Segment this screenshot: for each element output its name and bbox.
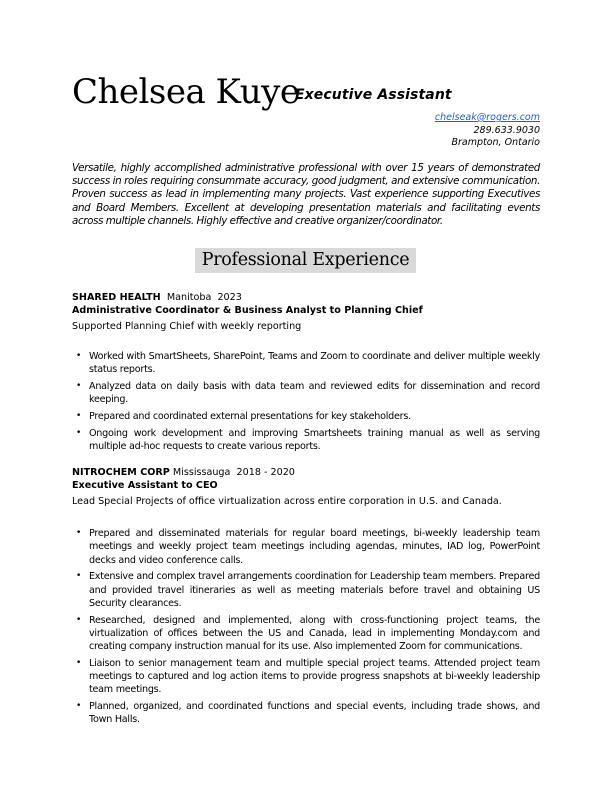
job-location: Manitoba	[166, 292, 212, 303]
phone-number: 289.633.9030	[473, 124, 540, 136]
job-header	[72, 466, 540, 479]
candidate-title: Executive Assistant	[295, 87, 452, 103]
email-link[interactable]: chelseak@rogers.com	[434, 112, 540, 123]
bullet-icon: •	[76, 528, 82, 538]
job-location: Mississauga	[172, 467, 231, 478]
list-item: • Ongoing work development and improving Smartsheets training manual as well as serving multiple ad-hoc requests to create various reports.	[76, 427, 540, 452]
section-heading-experience: Professional Experience	[195, 248, 416, 273]
contact-block	[435, 112, 540, 150]
job-entry	[72, 291, 540, 336]
bullet-icon: •	[76, 571, 82, 582]
job-role: Administrative Coordinator & Business Analyst to Planning Chief	[72, 305, 423, 316]
company-name: NITROCHEM CORP	[72, 467, 170, 478]
job-header	[72, 291, 540, 304]
list-item: • Researched, designed and implemented, along with cross-functioning project teams, the virtualization of offices between the US and Canada, lead in implementing Monday.com and creating company instruction manual for its use. Also implemented Zoom for communications.	[76, 614, 540, 653]
bullet-icon: •	[76, 614, 82, 625]
job-description: Lead Special Projects of office virtualization across entire corporation in U.S. and Canada.	[72, 496, 502, 507]
candidate-name: Chelsea Kuye	[72, 72, 300, 112]
list-item: • Prepared and disseminated materials for regular board meetings, bi-weekly leadership team meetings and weekly project team meetings including agendas, minutes, IAD log, PowerPoint decks and video conference calls.	[76, 528, 540, 566]
list-item: • Planned, organized, and coordinated functions and special events, including trade shows, and Town Halls.	[76, 701, 540, 726]
bullet-icon: •	[76, 351, 82, 361]
bullet-icon: •	[76, 410, 82, 421]
list-item: • Worked with SmartSheets, SharePoint, Teams and Zoom to coordinate and deliver multiple weekly status reports.	[76, 351, 540, 376]
job-dates: 2023	[217, 292, 242, 303]
list-item: • Extensive and complex travel arrangements coordination for Leadership team members. Prepared and provided travel itineraries as well as meeting materials before travel and obtaining US Security clearances.	[76, 571, 540, 609]
bullet-icon: •	[76, 427, 82, 438]
job-entry	[72, 466, 540, 511]
job-bullets	[72, 350, 540, 457]
professional-summary: Versatile, highly accomplished administrative professional with over 15 years of demonstrated success in roles requiring consummate accuracy, good judgment, and extensive communication. Proven success as lead in implementing many projects. Vast experience supporting Executives and Board Members. Excellent at developing presentation materials and facilitating events across multiple channels. Highly effective and creative organizer/coordinator.	[72, 162, 540, 227]
job-description: Supported Planning Chief with weekly reporting	[72, 321, 302, 332]
bullet-icon: •	[76, 657, 82, 668]
bullet-icon: •	[76, 380, 82, 391]
list-item: • Analyzed data on daily basis with data team and reviewed edits for dissemination and record keeping.	[76, 380, 540, 406]
company-name: SHARED HEALTH	[72, 292, 161, 303]
bullet-icon: •	[76, 701, 82, 712]
job-role: Executive Assistant to CEO	[72, 480, 218, 491]
location: Brampton, Ontario	[451, 137, 540, 149]
job-bullets	[72, 527, 540, 730]
list-item: • Liaison to senior management team and multiple special project teams. Attended project team meetings to captured and log action items to provide progress snapshots at bi-weekly leadership team meetings.	[76, 657, 540, 696]
list-item: • Prepared and coordinated external presentations for key stakeholders.	[76, 410, 411, 422]
job-dates: 2018 - 2020	[236, 467, 295, 478]
